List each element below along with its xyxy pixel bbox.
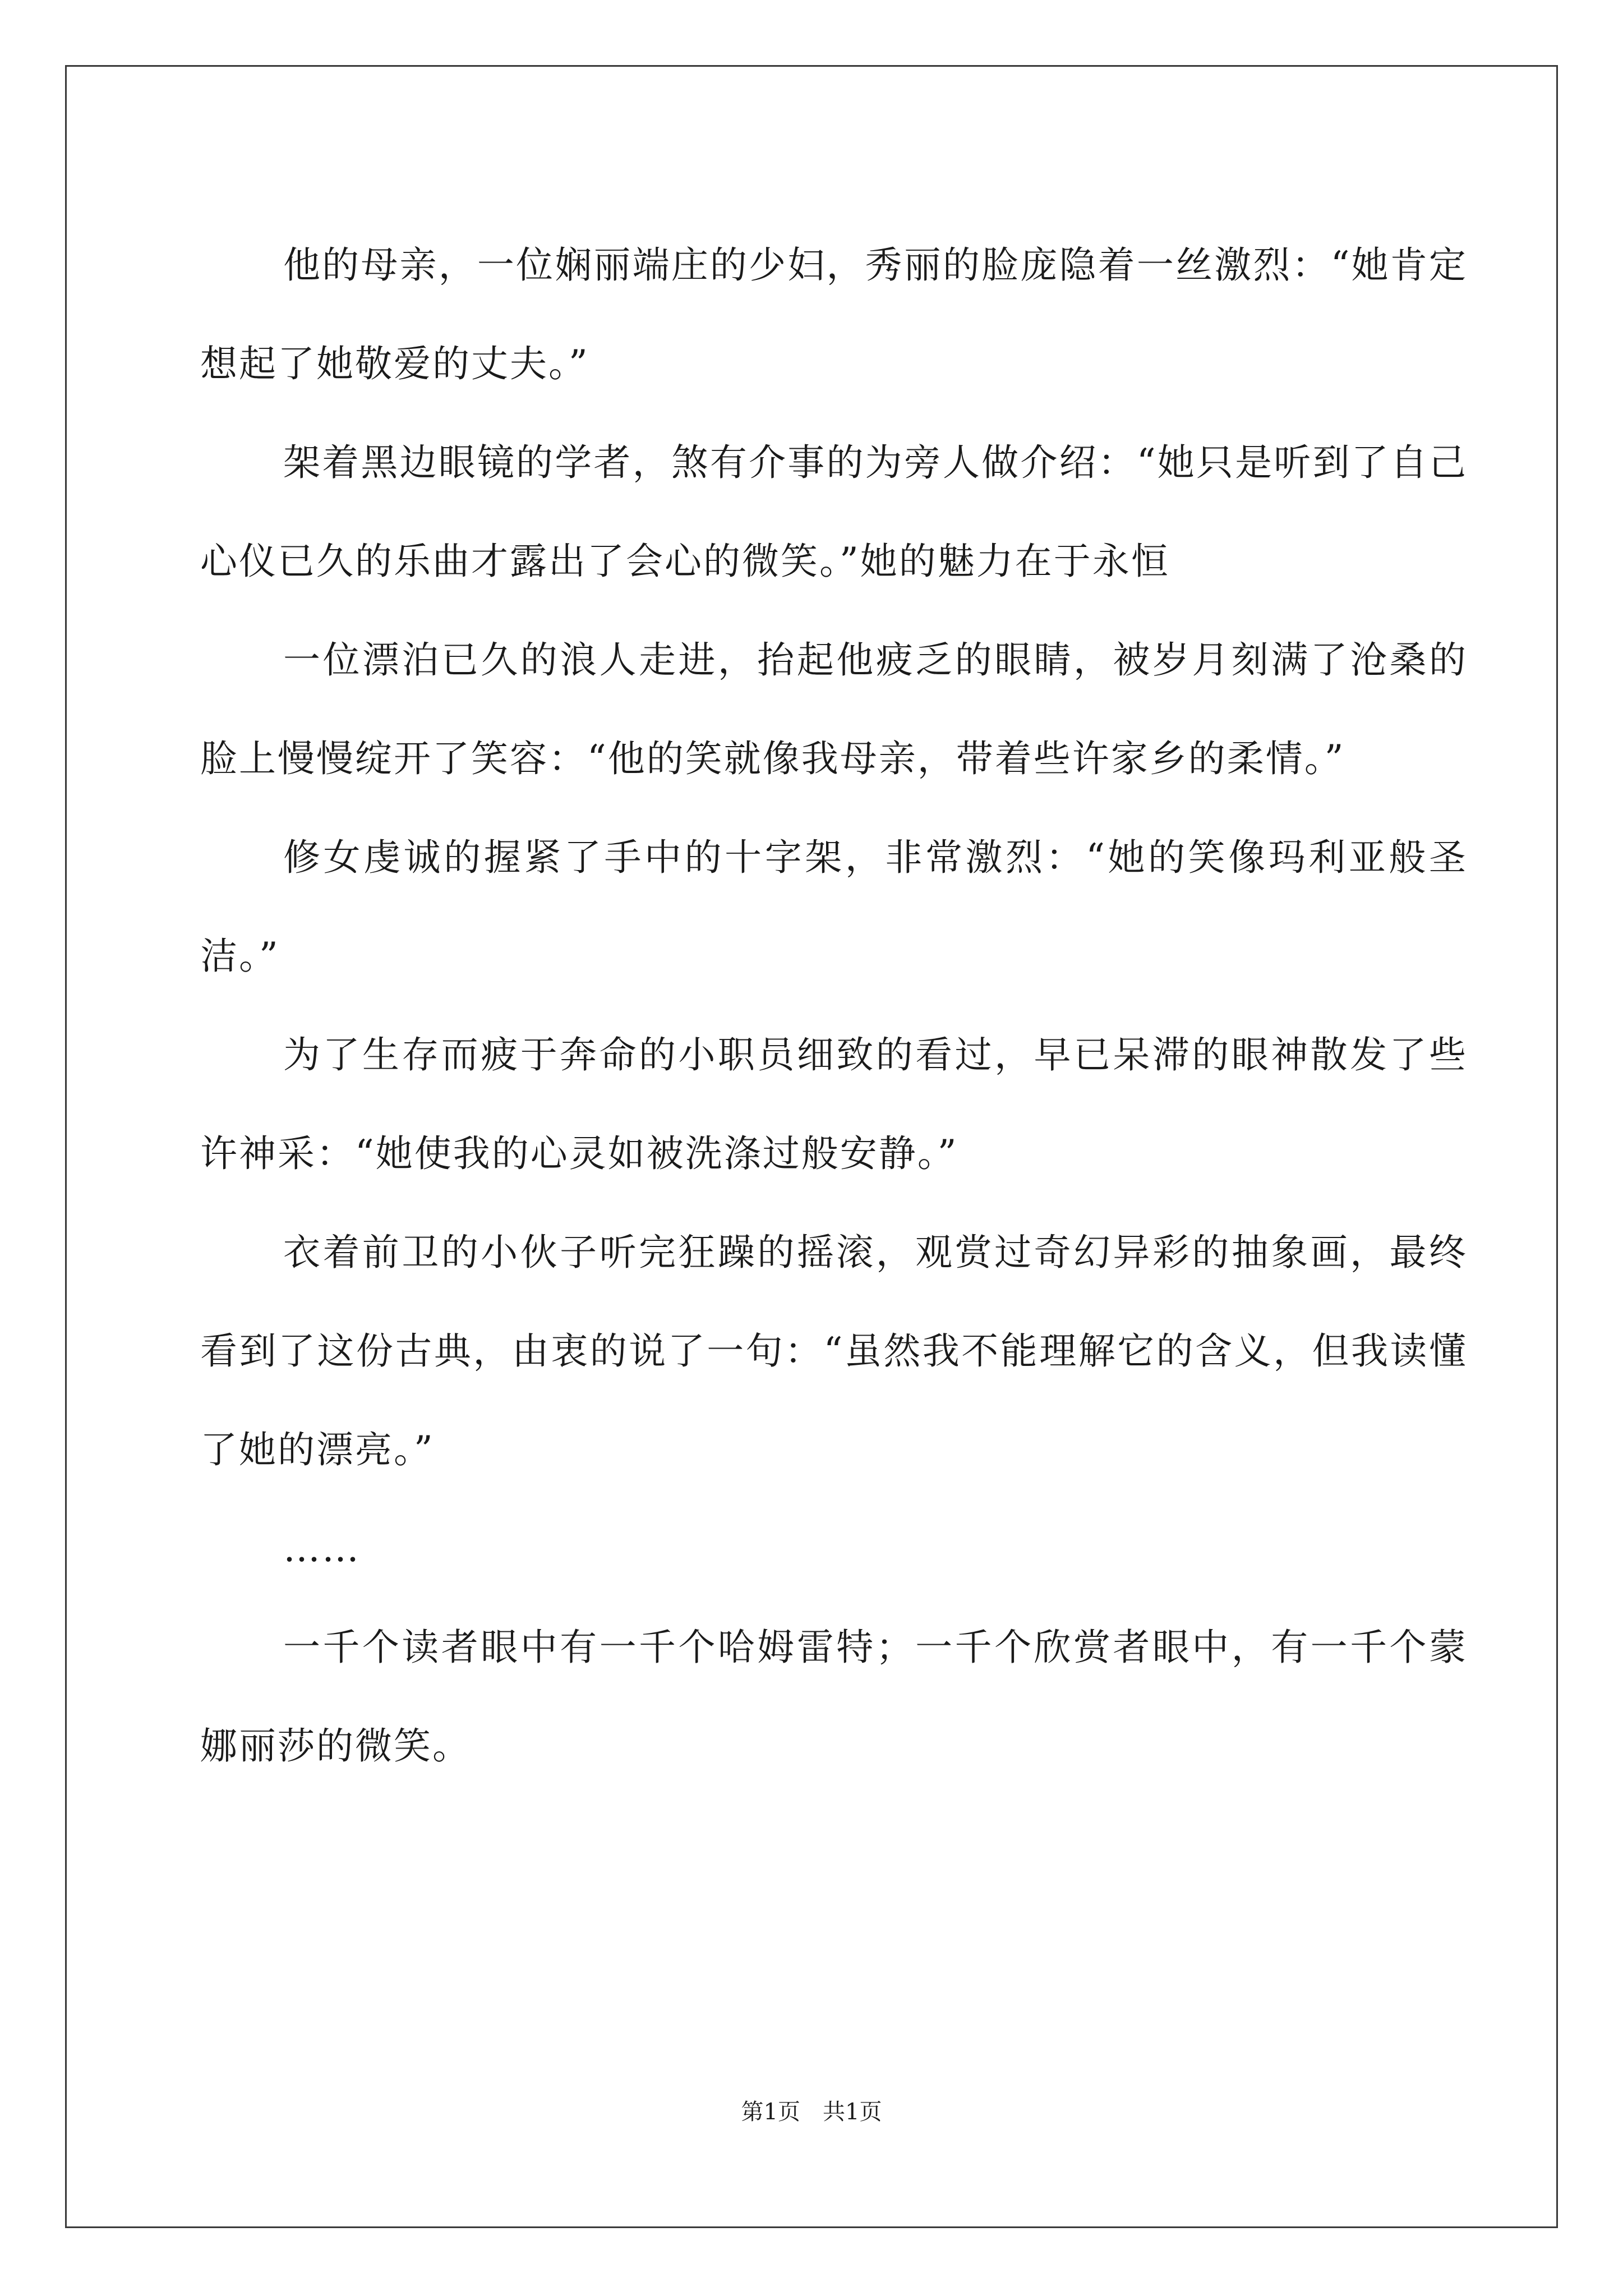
paragraph: 一位漂泊已久的浪人走进，抬起他疲乏的眼睛，被岁月刻满了沧桑的脸上慢慢绽开了笑容：“他的笑就像我母亲，带着些许家乡的柔情。” (200, 638, 1468, 780)
paragraph: 修女虔诚的握紧了手中的十字架，非常激烈：“她的笑像玛利亚般圣洁。” (200, 836, 1468, 978)
paragraph: 一千个读者眼中有一千个哈姆雷特；一千个欣赏者眼中，有一千个蒙娜丽莎的微笑。 (200, 1626, 1468, 1768)
paragraph: 他的母亲，一位娴丽端庄的少妇，秀丽的脸庞隐着一丝激烈：“她肯定想起了她敬爱的丈夫。” (200, 243, 1468, 385)
paragraph: 为了生存而疲于奔命的小职员细致的看过，早已呆滞的眼神散发了些许神采：“她使我的心灵如被洗涤过般安静。” (200, 1033, 1468, 1175)
ellipsis-paragraph: …… (283, 1527, 361, 1570)
document-body (200, 216, 1468, 1796)
paragraph: 架着黑边眼镜的学者，煞有介事的为旁人做介绍：“她只是听到了自己心仪已久的乐曲才露出了会心的微笑。”她的魅力在于永恒 (200, 441, 1468, 583)
paragraph: 衣着前卫的小伙子听完狂躁的摇滚，观赏过奇幻异彩的抽象画，最终看到了这份古典，由衷的说了一句：“虽然我不能理解它的含义，但我读懂了她的漂亮。” (200, 1231, 1468, 1471)
page-footer: 第1页 共1页 (741, 2099, 882, 2125)
